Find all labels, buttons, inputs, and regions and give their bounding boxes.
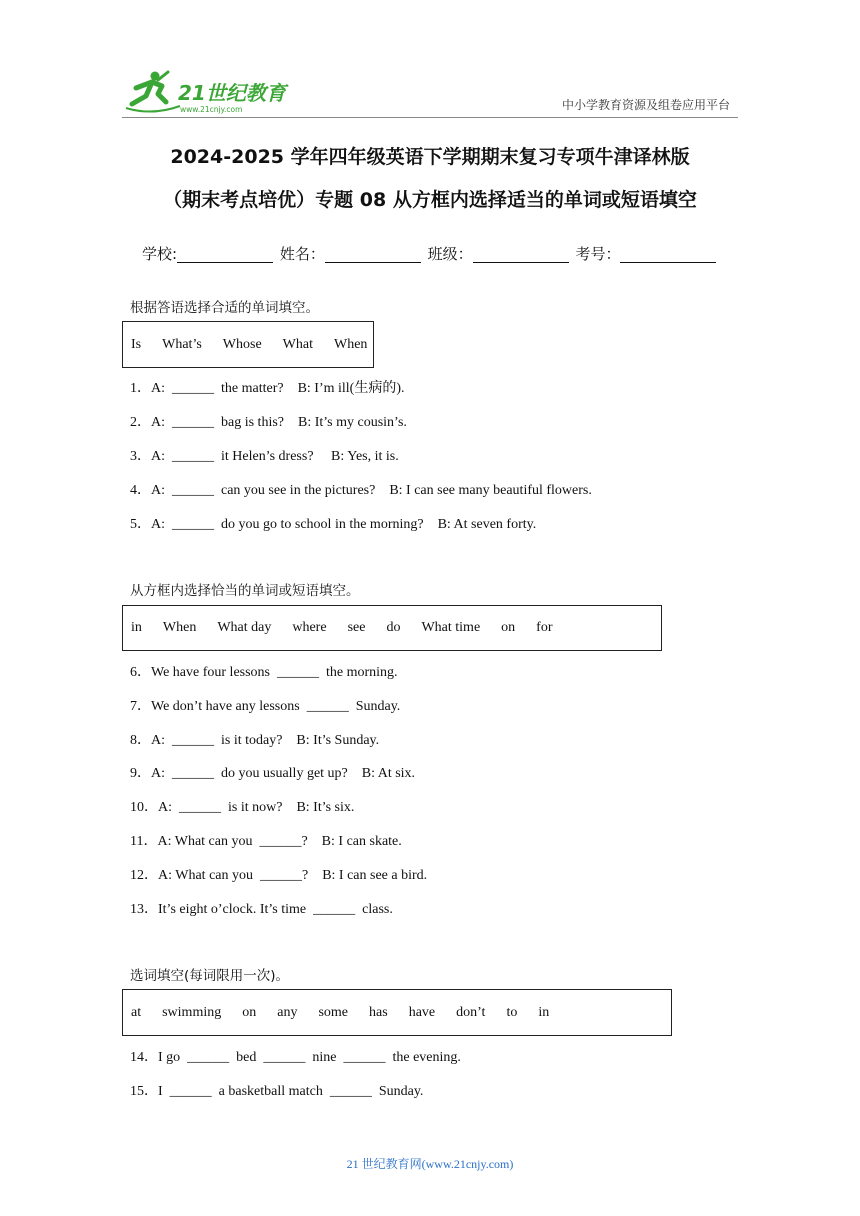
- word-box-item: in: [538, 1004, 550, 1020]
- section-1-word-box: [122, 321, 374, 368]
- word-box-item: on: [501, 620, 516, 635]
- question-10: 10．A: ______ is it now? B: It’s six.: [130, 800, 355, 815]
- site-tagline: 中小学教育资源及组卷应用平台: [561, 98, 730, 112]
- question-11: 11．A: What can you ______? B: I can skate.: [130, 834, 402, 849]
- exam-number-label: 考号：: [575, 245, 621, 263]
- word-box-item: any: [277, 1004, 298, 1020]
- question-15: 15．I ______ a basketball match ______ Sunday.: [130, 1084, 424, 1099]
- question-12: 12．A: What can you ______? B: I can see a bird.: [130, 868, 428, 883]
- question-8: 8．A: ______ is it today? B: It’s Sunday.: [130, 733, 380, 748]
- word-box-item: on: [242, 1004, 257, 1020]
- word-box-item: What: [282, 336, 313, 352]
- word-box-item: Whose: [222, 336, 262, 352]
- page-title-line-1: 2024-2025 学年四年级英语下学期期末复习专项牛津译林版: [170, 146, 690, 168]
- question-7: 7．We don’t have any lessons ______ Sunday.: [130, 699, 401, 714]
- name-label: 姓名：: [279, 245, 325, 263]
- question-3: 3．A: ______ it Helen’s dress? B: Yes, it is.: [130, 449, 399, 464]
- class-label: 班级：: [427, 245, 473, 263]
- word-box-item: see: [347, 620, 366, 635]
- question-14: 14．I go ______ bed ______ nine ______ the evening.: [130, 1050, 461, 1065]
- question-4: 4．A: ______ can you see in the pictures? B: I can see many beautiful flowers.: [130, 483, 592, 498]
- logo-subtext: www.21cnjy.com: [180, 105, 243, 114]
- question-6: 6．We have four lessons ______ the morning.: [130, 665, 398, 680]
- school-blank: [177, 244, 273, 263]
- word-box-item: have: [408, 1004, 436, 1020]
- word-box-item: don’t: [456, 1004, 486, 1020]
- question-9: 9．A: ______ do you usually get up? B: At six.: [130, 766, 416, 781]
- question-1: 1．A: ______ the matter? B: I’m ill(生病的).: [130, 381, 405, 396]
- header-divider: [122, 117, 738, 118]
- word-box-item: What time: [421, 620, 481, 635]
- logo-text: 21世纪教育: [178, 81, 286, 105]
- question-2: 2．A: ______ bag is this? B: It’s my cousin’s.: [130, 415, 407, 430]
- section-1-instruction: 根据答语选择合适的单词填空。: [130, 300, 319, 316]
- section-2-word-box: [122, 605, 662, 651]
- word-box-item: at: [131, 1004, 142, 1020]
- word-box-item: where: [292, 620, 327, 635]
- exam-number-blank: [620, 244, 716, 263]
- word-box-item: When: [334, 336, 368, 352]
- section-2-instruction: 从方框内选择恰当的单词或短语填空。: [130, 583, 360, 599]
- question-5: 5．A: ______ do you go to school in the morning? B: At seven forty.: [130, 517, 537, 532]
- question-13: 13．It’s eight o’clock. It’s time ______ class.: [130, 902, 393, 917]
- word-box-item: has: [369, 1004, 388, 1020]
- section-3-word-box: [122, 989, 672, 1036]
- school-label: 学校:: [142, 245, 178, 263]
- page-title-line-2: （期末考点培优）专题 08 从方框内选择适当的单词或短语填空: [163, 189, 697, 211]
- word-box-item: What’s: [162, 336, 202, 352]
- logo: [122, 70, 292, 116]
- word-box-item: swimming: [162, 1004, 222, 1020]
- word-box-item: in: [131, 620, 142, 635]
- name-blank: [325, 244, 421, 263]
- word-box-item: do: [386, 620, 401, 635]
- word-box-item: for: [536, 620, 553, 635]
- section-3-instruction: 选词填空(每词限用一次)。: [130, 968, 290, 984]
- word-box-item: to: [506, 1004, 518, 1020]
- word-box-item: some: [318, 1004, 349, 1020]
- word-box-item: Is: [131, 336, 142, 352]
- runner-logo-icon: [122, 70, 292, 116]
- word-box-item: What day: [217, 620, 272, 635]
- student-info-row: [142, 243, 718, 264]
- footer-link[interactable]: 21 世纪教育网(www.21cnjy.com): [346, 1157, 514, 1171]
- class-blank: [473, 244, 569, 263]
- word-box-item: When: [162, 620, 197, 635]
